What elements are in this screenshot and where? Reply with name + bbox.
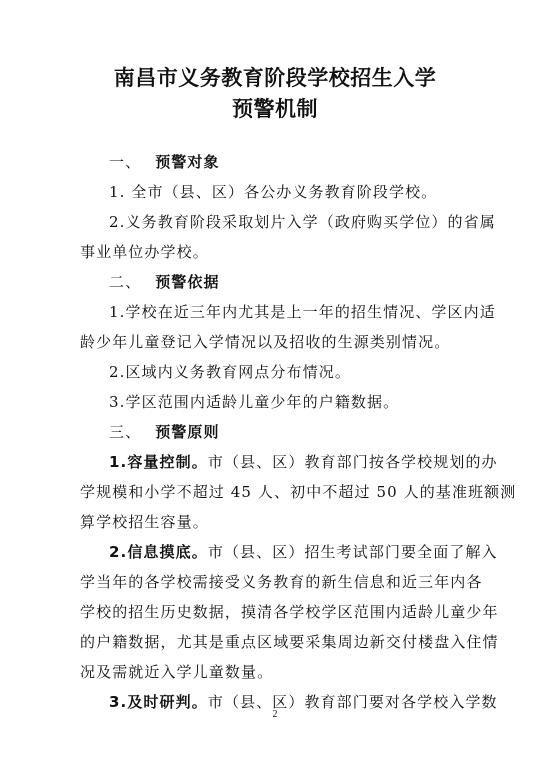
paragraph-line: 学当年的各学校需接受义务教育的新生信息和近三年内各: [80, 573, 483, 591]
paragraph-line: 学校的招生历史数据，摸清各学校学区范围内适龄儿童少年: [80, 603, 499, 621]
paragraph-line: 1.学校在近三年内尤其是上一年的招生情况、学区内适: [109, 303, 496, 321]
paragraph-line: 算学校招生容量。: [80, 513, 209, 531]
page-number: 2: [272, 709, 278, 720]
section-heading-3: [109, 422, 499, 442]
paragraph-line: 龄少年儿童登记入学情况以及招收的生源类别情况。: [80, 333, 451, 351]
section-heading-1: [109, 152, 499, 172]
section-name: 预警对象: [155, 153, 220, 171]
paragraph-line: 事业单位办学校。: [80, 243, 209, 261]
paragraph-text: 市（县、区）招生考试部门要全面了解入: [207, 543, 498, 561]
section-name: 预警原则: [155, 423, 220, 441]
section-number: 二、: [109, 273, 142, 291]
paragraph-lead: 2.信息摸底。: [109, 543, 208, 561]
paragraph-text: 市（县、区）教育部门按各学校规划的办: [207, 453, 498, 471]
paragraph-lead: 3.及时研判。: [109, 693, 208, 711]
paragraph-lead: 1.容量控制。: [109, 453, 208, 471]
paragraph-line: 况及需就近入学儿童数量。: [80, 663, 274, 681]
section-number: 一、: [109, 153, 142, 171]
paragraph-line: 学规模和小学不超过 45 人、初中不超过 50 人的基准班额测: [80, 483, 517, 501]
paragraph-line: 1. 全市（县、区）各公办义务教育阶段学校。: [109, 183, 438, 201]
document-title-line-1: 南昌市义务教育阶段学校招生入学: [113, 66, 437, 90]
section-name: 预警依据: [155, 273, 220, 291]
document-title-line-2: 预警机制: [232, 97, 318, 121]
paragraph-line: [109, 542, 499, 562]
paragraph-line: 的户籍数据，尤其是重点区域要采集周边新交付楼盘入住情: [80, 633, 499, 651]
section-number: 三、: [109, 423, 142, 441]
paragraph-text: 市（县、区）教育部门要对各学校入学数: [207, 693, 498, 711]
paragraph-line: 2.义务教育阶段采取划片入学（政府购买学位）的省属: [109, 213, 496, 231]
section-heading-2: [109, 272, 499, 292]
paragraph-line: 2.区域内义务教育网点分布情况。: [109, 363, 351, 381]
paragraph-line: [109, 452, 499, 472]
paragraph-line: 3.学区范围内适龄儿童少年的户籍数据。: [109, 393, 400, 411]
